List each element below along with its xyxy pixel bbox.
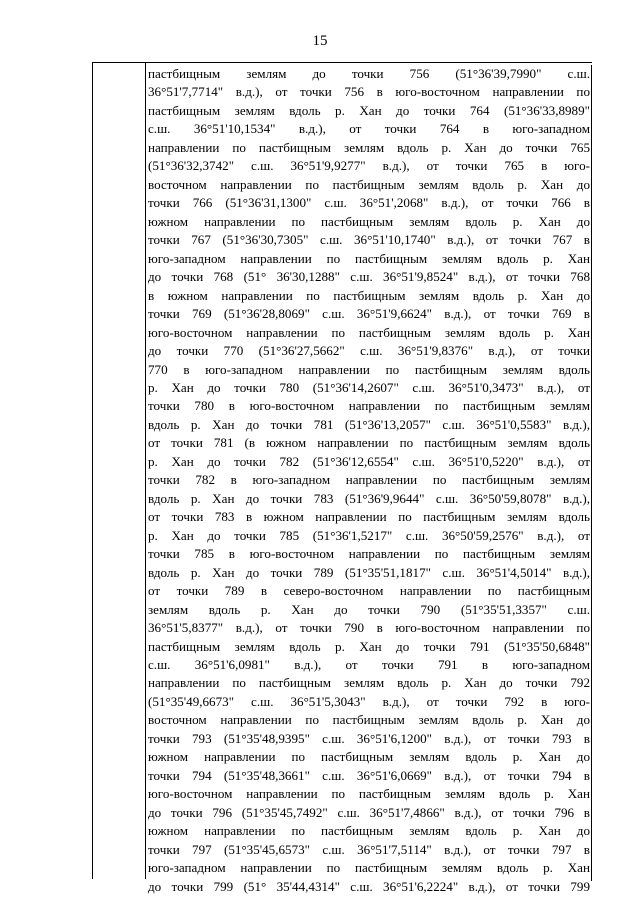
text-line: с.ш. 36°51'10,1534" в.д.), от точки 764 в юго-западном — [148, 121, 590, 137]
text-line: точки 767 (51°36'30,7305" с.ш. 36°51'10,1740" в.д.), от точки 767 в — [148, 232, 590, 248]
text-line: точки 793 (51°35'48,9395" с.ш. 36°51'6,1200" в.д.), от точки 793 в — [148, 730, 590, 746]
text-line: точки 782 в юго-западном направлении по пастбищным землям — [148, 472, 590, 488]
text-line: юго-западном направлении по пастбищным землям вдоль р. Хан — [148, 250, 590, 266]
text-line: пастбищным землям вдоль р. Хан до точки 791 (51°35'50,6848" — [148, 638, 590, 654]
text-line: вдоль р. Хан до точки 789 (51°35'51,1817" с.ш. 36°51'4,5014" в.д.), — [148, 564, 590, 580]
text-line: р. Хан до точки 780 (51°36'14,2607" с.ш. 36°51'0,3473" в.д.), от — [148, 379, 590, 395]
text-line: точки 766 (51°36'31,1300" с.ш. 36°51',2068" в.д.), от точки 766 в — [148, 195, 590, 211]
text-line: точки 780 в юго-восточном направлении по пастбищным землям — [148, 398, 590, 414]
text-line: до точки 796 (51°35'45,7492" с.ш. 36°51'7,4866" в.д.), от точки 796 в — [148, 804, 590, 820]
text-line: от точки 789 в северо-восточном направлении по пастбищным — [148, 583, 590, 599]
text-line: юго-западном направлении по пастбищным землям вдоль р. Хан — [148, 860, 590, 876]
text-line: 770 в юго-западном направлении по пастбищным землям вдоль — [148, 361, 590, 377]
text-line: южном направлении по пастбищным землям вдоль р. Хан до — [148, 749, 590, 765]
table-text-cell — [147, 65, 592, 894]
document-table — [92, 62, 592, 894]
text-line: (51°36'32,3742" с.ш. 36°51'9,9277" в.д.), от точки 765 в юго- — [148, 158, 590, 174]
text-line: вдоль р. Хан до точки 781 (51°36'13,2057" с.ш. 36°51'0,5583" в.д.), — [148, 416, 590, 432]
text-line: направлении по пастбищным землям вдоль р. Хан до точки 792 — [148, 675, 590, 691]
table-left-cell — [93, 63, 146, 879]
text-line: южном направлении по пастбищным землям вдоль р. Хан до — [148, 823, 590, 839]
text-line: 36°51'7,7714" в.д.), от точки 756 в юго-восточном направлении по — [148, 84, 590, 100]
text-line: от точки 781 (в южном направлении по пастбищным землям вдоль — [148, 435, 590, 451]
text-line: землям вдоль р. Хан до точки 790 (51°35'51,3357" с.ш. — [148, 601, 590, 617]
text-line: до точки 799 (51° 35'44,4314" с.ш. 36°51'6,2224" в.д.), от точки 799 — [148, 878, 590, 894]
text-line: пастбищным землям до точки 756 (51°36'39,7990" с.ш. — [148, 66, 590, 81]
text-line: р. Хан до точки 782 (51°36'12,6554" с.ш. 36°51'0,5220" в.д.), от — [148, 453, 590, 469]
text-line: направлении по пастбищным землям вдоль р. Хан до точки 765 — [148, 139, 590, 155]
text-line: юго-восточном направлении по пастбищным землям вдоль р. Хан — [148, 786, 590, 802]
text-line: юго-восточном направлении по пастбищным землям вдоль р. Хан — [148, 324, 590, 340]
text-line: вдоль р. Хан до точки 783 (51°36'9,9644" с.ш. 36°50'59,8078" в.д.), — [148, 490, 590, 506]
text-line: точки 769 (51°36'28,8069" с.ш. 36°51'9,6624" в.д.), от точки 769 в — [148, 306, 590, 322]
text-line: точки 785 в юго-восточном направлении по пастбищным землям — [148, 546, 590, 562]
text-line: в южном направлении по пастбищным землям вдоль р. Хан до — [148, 287, 590, 303]
text-line: от точки 783 в южном направлении по пастбищным землям вдоль — [148, 509, 590, 525]
text-line: 36°51'5,8377" в.д.), от точки 790 в юго-восточном направлении по — [148, 620, 590, 636]
text-line: южном направлении по пастбищным землям вдоль р. Хан до — [148, 213, 590, 229]
text-line: точки 794 (51°35'48,3661" с.ш. 36°51'6,0669" в.д.), от точки 794 в — [148, 767, 590, 783]
text-line: точки 797 (51°35'45,6573" с.ш. 36°51'7,5114" в.д.), от точки 797 в — [148, 841, 590, 857]
page-number: 15 — [312, 33, 328, 49]
text-line: с.ш. 36°51'6,0981" в.д.), от точки 791 в юго-западном — [148, 657, 590, 672]
text-line: пастбищным землям вдоль р. Хан до точки 764 (51°36'33,8989" — [148, 102, 590, 118]
text-line: р. Хан до точки 785 (51°36'1,5217" с.ш. 36°50'59,2576" в.д.), от — [148, 527, 590, 543]
text-line: до точки 768 (51° 36'30,1288" с.ш. 36°51'9,8524" в.д.), от точки 768 — [148, 269, 590, 285]
text-line: восточном направлении по пастбищным землям вдоль р. Хан до — [148, 176, 590, 192]
text-line: восточном направлении по пастбищным землям вдоль р. Хан до — [148, 712, 590, 728]
text-line: (51°35'49,6673" с.ш. 36°51'5,3043" в.д.), от точки 792 в юго- — [148, 693, 590, 709]
text-line: до точки 770 (51°36'27,5662" с.ш. 36°51'9,8376" в.д.), от точки — [148, 343, 590, 359]
